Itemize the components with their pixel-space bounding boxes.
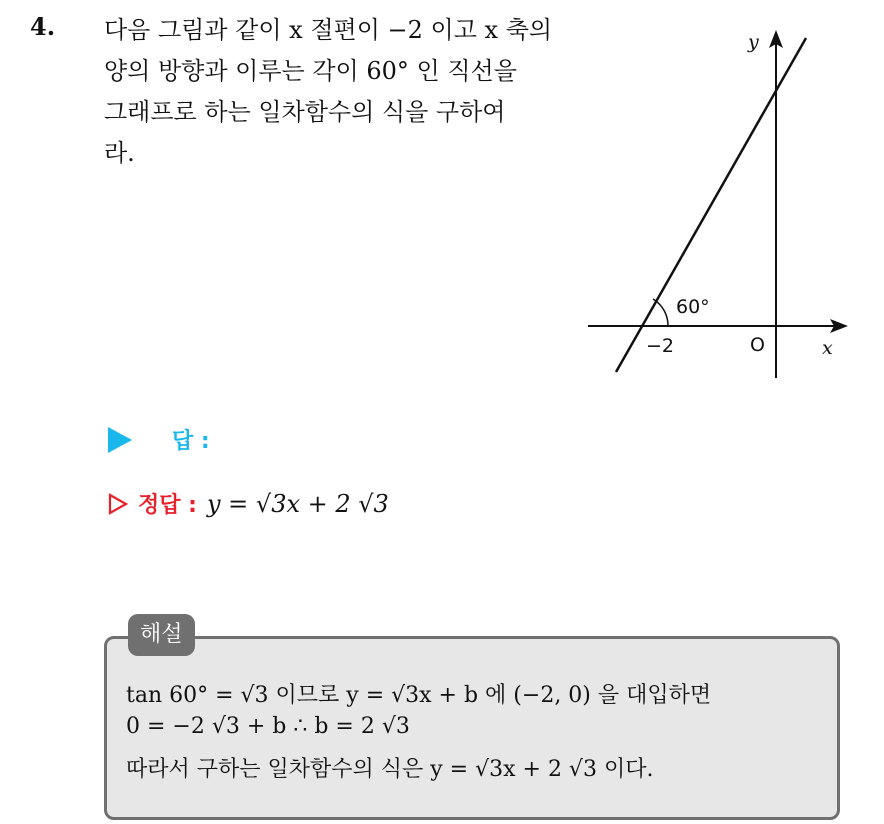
origin-label: O bbox=[750, 334, 765, 356]
question-line-4: 라. bbox=[104, 139, 135, 167]
correct-answer-label: 정답 : bbox=[138, 493, 197, 518]
line-graph bbox=[580, 20, 850, 385]
question-line-1: 다음 그림과 같이 x 절편이 −2 이고 x 축의 bbox=[104, 16, 553, 44]
solution-line-2: 0 = −2 √3 + b ∴ b = 2 √3 bbox=[126, 714, 410, 739]
question-number: 4. bbox=[30, 12, 56, 41]
x-axis-label: x bbox=[822, 337, 833, 359]
correct-answer-row bbox=[108, 488, 389, 519]
y-axis-label: y bbox=[748, 31, 759, 53]
angle-label: 60° bbox=[676, 296, 710, 318]
solution-line-1: tan 60° = √3 이므로 y = √3x + b 에 (−2, 0) 을 대입하면 bbox=[126, 683, 712, 708]
answer-row bbox=[108, 424, 210, 455]
question-text bbox=[104, 10, 564, 174]
answer-label: 답 : bbox=[172, 429, 210, 454]
outline-triangle-icon bbox=[108, 493, 128, 515]
plotted-line bbox=[616, 38, 806, 372]
play-triangle-icon bbox=[108, 427, 132, 453]
intercept-label: −2 bbox=[646, 335, 675, 357]
correct-answer-formula: y = √3x + 2 √3 bbox=[206, 489, 389, 518]
solution-tag: 해설 bbox=[128, 614, 195, 656]
question-line-3: 그래프로 하는 일차함수의 식을 구하여 bbox=[104, 98, 506, 126]
question-line-2: 양의 방향과 이루는 각이 60° 인 직선을 bbox=[104, 57, 517, 85]
solution-line-3: 따라서 구하는 일차함수의 식은 y = √3x + 2 √3 이다. bbox=[126, 757, 654, 782]
